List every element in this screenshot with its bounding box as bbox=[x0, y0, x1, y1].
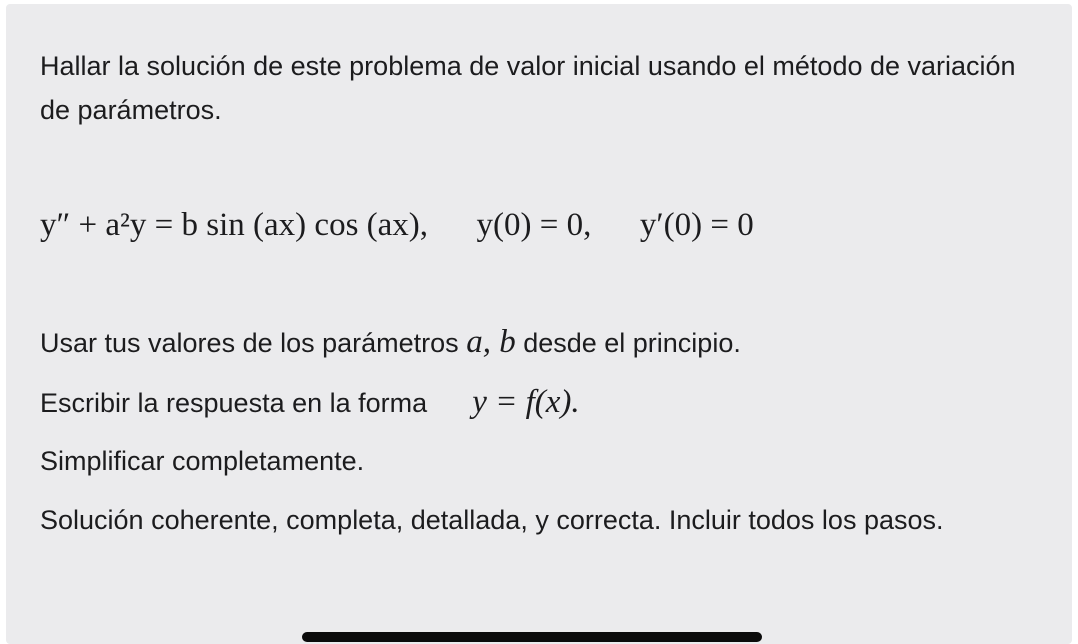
parameters-math: a, b bbox=[466, 324, 516, 360]
form-math: y = f(x). bbox=[472, 384, 580, 420]
instruction-parameters bbox=[40, 320, 741, 365]
initial-condition-yprime: y′(0) = 0 bbox=[639, 207, 754, 243]
equation-rhs: b sin (ax) cos (ax), bbox=[181, 207, 429, 243]
instruction-parameters-text: Usar tus valores de los parámetros bbox=[40, 328, 459, 358]
instruction-simplify: Simplificar completamente. bbox=[40, 446, 365, 476]
instruction-form-text: Escribir la respuesta en la forma bbox=[40, 388, 428, 418]
home-indicator[interactable] bbox=[302, 632, 762, 642]
instruction-form bbox=[40, 380, 580, 425]
initial-condition-y: y(0) = 0, bbox=[476, 207, 592, 243]
equation-lhs: y″ + a²y bbox=[40, 207, 147, 243]
instruction-parameters-tail: desde el principio. bbox=[523, 328, 741, 358]
instruction-solution: Solución coherente, completa, detallada, y correcta. Incluir todos los pasos. bbox=[40, 505, 944, 535]
problem-intro: Hallar la solución de este problema de valor inicial usando el método de variación de parámetros. bbox=[40, 51, 1016, 125]
differential-equation: y″ + a²y = b sin (ax) cos (ax), y(0) = 0, y′(0) = 0 bbox=[40, 207, 754, 243]
